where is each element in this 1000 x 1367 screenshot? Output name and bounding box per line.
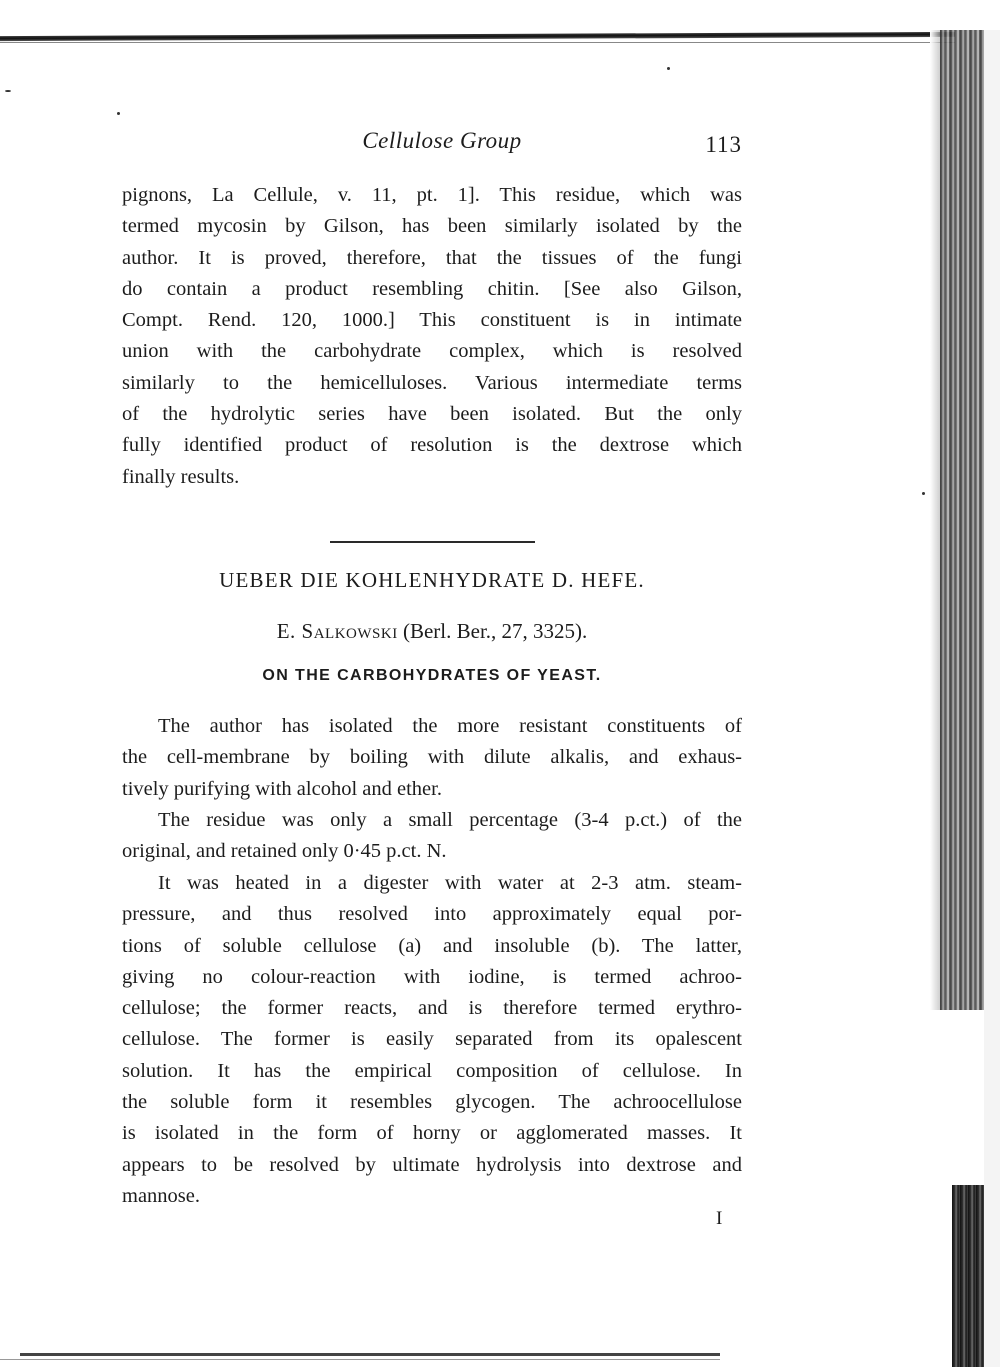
text-line: pignons, La Cellule, v. 11, pt. 1]. This residue, which was xyxy=(122,184,742,206)
text-line: The author has isolated the more resistant constituents of xyxy=(158,715,742,737)
text-line: appears to be resolved by ultimate hydrolysis into dextrose and xyxy=(122,1153,742,1176)
text-line: of the hydrolytic series have been isolated. But the only xyxy=(122,403,742,426)
scan-speck xyxy=(5,90,11,92)
text-line: It was heated in a digester with water at 2-3 atm. steam- xyxy=(158,872,742,894)
text-line: fully identified product of resolution is the dextrose which xyxy=(122,434,742,457)
signature-mark: I xyxy=(716,1208,723,1229)
citation-source: (Berl. Ber., 27, 3325). xyxy=(402,619,588,643)
citation xyxy=(122,619,742,644)
scan-spine-lower xyxy=(952,1185,984,1367)
text-line: tively purifying with alcohol and ether. xyxy=(122,777,442,800)
text-line: similarly to the hemicelluloses. Various intermediate terms xyxy=(122,371,742,394)
article-paragraph-1 xyxy=(122,711,742,805)
running-title: Cellulose Group xyxy=(362,128,522,153)
text-line: union with the carbohydrate complex, which is resolved xyxy=(122,340,742,363)
article-paragraph-3 xyxy=(122,868,742,1212)
text-line: solution. It has the empirical composition of cellulose. In xyxy=(122,1059,742,1082)
scan-speck xyxy=(667,67,670,70)
text-line: Compt. Rend. 120, 1000.] This constituent is in intimate xyxy=(122,309,742,332)
citation-author: E. Salkowski xyxy=(276,619,398,643)
running-head xyxy=(122,128,742,164)
text-line: do contain a product resembling chitin. [See also Gilson, xyxy=(122,277,742,300)
page-number: 113 xyxy=(705,132,742,157)
scan-speck xyxy=(117,112,120,115)
text-line: original, and retained only 0·45 p.ct. N. xyxy=(122,840,447,863)
text-line: is isolated in the form of horny or agglomerated masses. It xyxy=(122,1122,742,1145)
article-paragraph-2 xyxy=(122,805,742,868)
text-line: termed mycosin by Gilson, has been similarly isolated by the xyxy=(122,215,742,238)
text-line: cellulose; the former reacts, and is therefore termed erythro- xyxy=(122,997,742,1020)
intro-paragraph xyxy=(122,180,742,493)
english-title: ON THE CARBOHYDRATES OF YEAST. xyxy=(262,667,602,684)
text-line: the soluble form it resembles glycogen. The achroocellulose xyxy=(122,1091,742,1114)
text-line: cellulose. The former is easily separated from its opalescent xyxy=(122,1028,742,1051)
text-line: mannose. xyxy=(122,1184,200,1207)
scan-right-margin xyxy=(984,30,1000,1367)
text-line: finally results. xyxy=(122,465,240,488)
text-line: pressure, and thus resolved into approximately equal por- xyxy=(122,903,742,926)
scan-spine xyxy=(940,30,984,1010)
scan-top-edge xyxy=(0,32,955,41)
scan-speck xyxy=(922,492,925,495)
scan-bottom-edge xyxy=(20,1353,720,1356)
text-line: the cell-membrane by boiling with dilute alkalis, and exhaus- xyxy=(122,746,742,769)
section-divider xyxy=(330,541,535,543)
text-line: tions of soluble cellulose (a) and insoluble (b). The latter, xyxy=(122,934,742,957)
scan-top-edge-thin xyxy=(0,42,955,43)
scan-bottom-edge-thin xyxy=(0,1359,720,1360)
text-line: The residue was only a small percentage (3-4 p.ct.) of the xyxy=(158,809,742,831)
text-line: author. It is proved, therefore, that the tissues of the fungi xyxy=(122,246,742,269)
text-line: giving no colour-reaction with iodine, is termed achroo- xyxy=(122,965,742,988)
german-title: UEBER DIE KOHLENHYDRATE D. HEFE. xyxy=(219,568,645,592)
